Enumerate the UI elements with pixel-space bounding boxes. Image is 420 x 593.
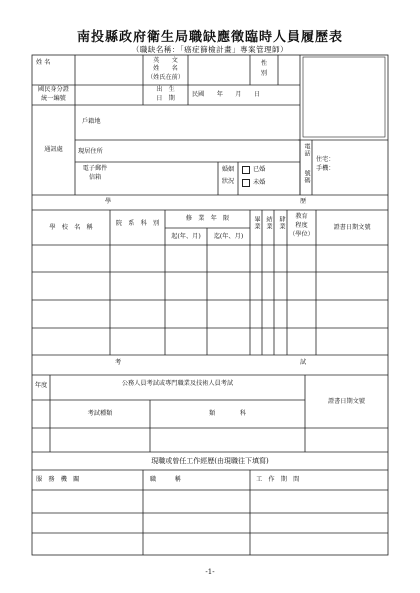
exam-category-header: 類 科 — [208, 410, 247, 417]
form-title: 南投縣政府衛生局職缺應徵臨時人員履歷表 — [76, 30, 343, 45]
experience-title: 現職或曾任工作經歷(由現職往下填寫) — [151, 457, 269, 465]
department-header: 院 系 科 別 — [115, 220, 160, 227]
phone-label-2: 號碼 — [303, 170, 310, 185]
edu-cert-header: 證書日期文號 — [333, 224, 371, 231]
mobile-label: 手機： — [316, 165, 335, 172]
birth-label-1: 出 生 — [156, 86, 175, 93]
education-section-left: 學 — [105, 198, 112, 205]
exam-section-right: 試 — [300, 359, 307, 366]
residence-label: 現居住所 — [78, 148, 103, 155]
education-section-right: 歷 — [300, 198, 307, 205]
marital-label-2: 狀況 — [221, 178, 235, 185]
degree-header-1: 教育 — [295, 213, 308, 220]
gender-label-2: 別 — [260, 70, 268, 77]
exam-cert-header: 證書日期文號 — [327, 398, 366, 405]
english-name-label-1: 英 文 — [153, 57, 178, 64]
email-label-1: 電子郵件 — [82, 165, 108, 172]
married-label: 已婚 — [253, 166, 266, 173]
exam-year-header: 年度 — [34, 382, 48, 389]
email-label-2: 信箱 — [88, 174, 102, 181]
start-date-header: 起(年、月) — [171, 233, 201, 240]
phone-label-1: 電話 — [303, 143, 310, 158]
english-name-label-3: （姓氏在前） — [146, 74, 185, 81]
form-subtitle: （職缺名稱：「癌症篩檢計畫」專案管理師） — [131, 45, 289, 54]
id-label-2: 統一編號 — [41, 95, 66, 102]
page-number: -1- — [205, 568, 215, 576]
home-phone-label: 住宅： — [316, 156, 335, 163]
contact-label: 通訊處 — [44, 146, 63, 153]
marital-label-1: 婚姻 — [221, 166, 235, 173]
graduated-header: 畢業 — [253, 216, 260, 231]
birth-label-2: 日 期 — [156, 95, 175, 102]
dropped-header: 肄業 — [278, 216, 285, 231]
exam-section-left: 考 — [115, 359, 122, 366]
household-label: 戶籍地 — [82, 118, 101, 125]
experience-position-header: 職 稱 — [150, 476, 181, 483]
english-name-label-2: 姓 名 — [153, 65, 178, 72]
not-graduated-header: 結業 — [265, 216, 272, 231]
id-label-1: 國民身分證 — [38, 86, 69, 93]
school-name-header: 學 校 名 稱 — [49, 224, 93, 231]
single-checkbox[interactable] — [242, 179, 250, 187]
degree-header-3: （學位） — [289, 231, 314, 238]
degree-header-2: 程度 — [295, 222, 308, 229]
gender-label-1: 性 — [260, 60, 268, 67]
exam-type-header: 考試種類 — [87, 410, 113, 417]
birth-date-field[interactable]: 民國 年 月 日 — [192, 91, 261, 98]
single-label: 未婚 — [253, 179, 266, 186]
name-label: 姓 名 — [36, 59, 51, 66]
end-date-header: 迄(年、月) — [213, 233, 244, 240]
experience-org-header: 服 務 機 關 — [36, 476, 80, 483]
period-header: 修 業 年 限 — [185, 215, 230, 222]
exam-header: 公務人員考試或專門職業及技術人員考試 — [121, 380, 234, 387]
experience-period-header: 工 作 期 間 — [256, 476, 300, 483]
married-checkbox[interactable] — [242, 166, 250, 174]
